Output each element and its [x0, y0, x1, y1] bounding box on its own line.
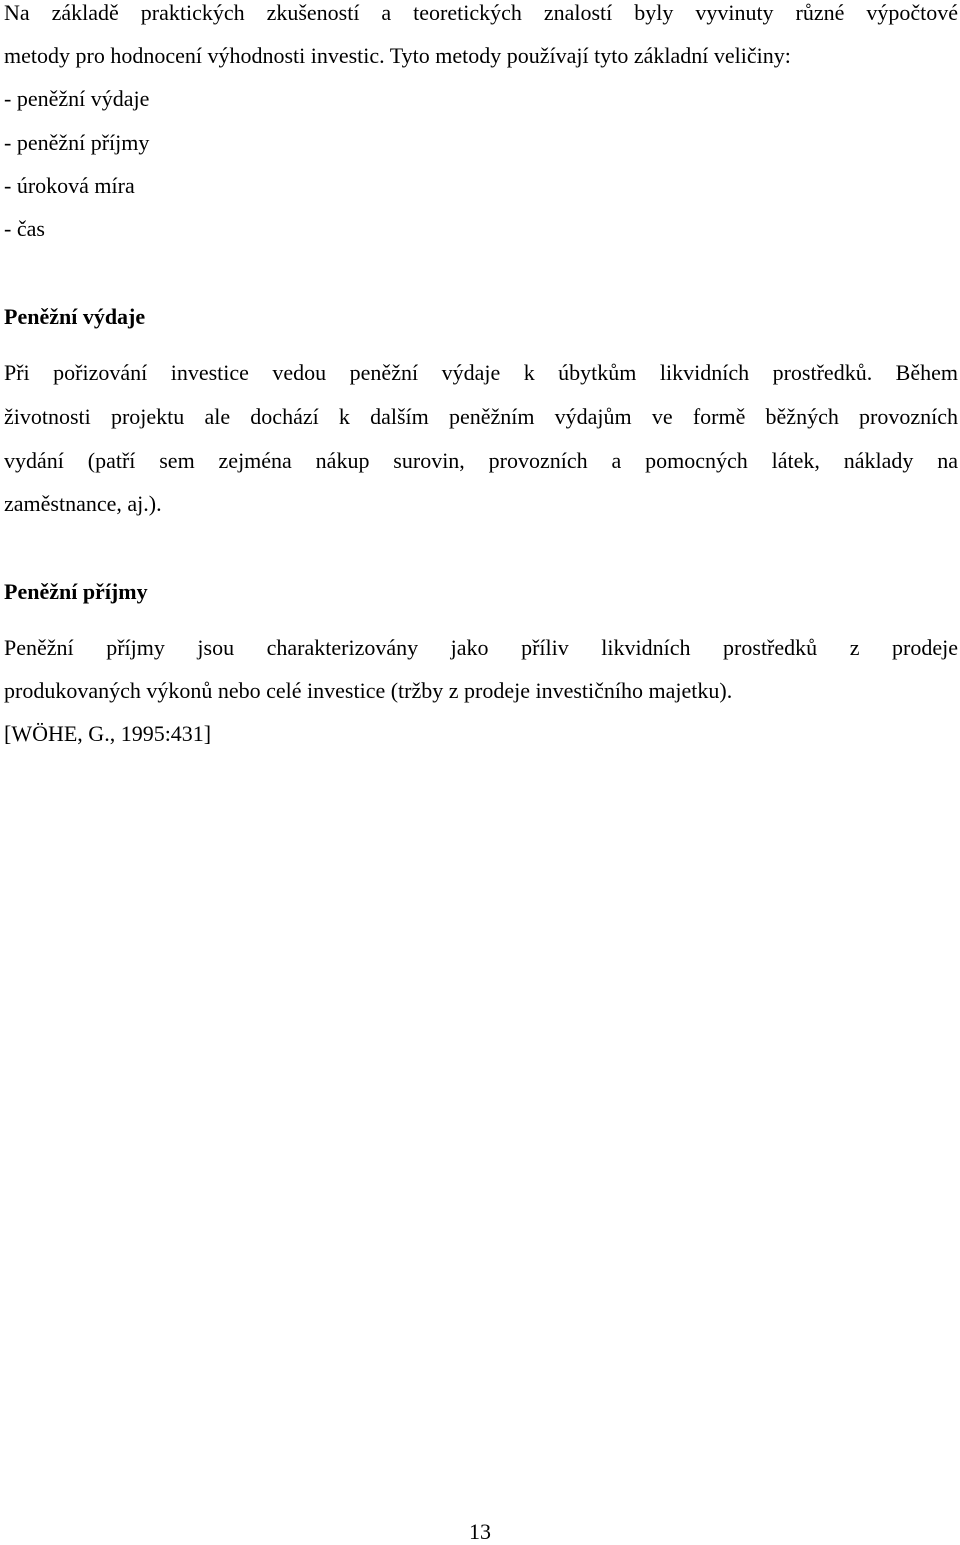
- quantity-list-item: - čas: [4, 216, 45, 241]
- expenses-paragraph-line: Při pořizování investice vedou peněžní výdaje k úbytkům likvidních prostředků. Během: [4, 360, 958, 385]
- income-paragraph-line: Peněžní příjmy jsou charakterizovány jako příliv likvidních prostředků z prodeje: [4, 635, 958, 660]
- intro-line-2: metody pro hodnocení výhodnosti investic. Tyto metody používají tyto základní veličiny:: [4, 43, 791, 68]
- expenses-paragraph-line: vydání (patří sem zejména nákup surovin, provozních a pomocných látek, náklady na: [4, 448, 958, 473]
- citation: [WÖHE, G., 1995:431]: [4, 721, 212, 746]
- section-heading-income: Peněžní příjmy: [4, 579, 148, 604]
- page-number: 13: [469, 1519, 491, 1544]
- quantity-list-item: - peněžní výdaje: [4, 86, 150, 111]
- intro-line-1: Na základě praktických zkušeností a teoretických znalostí byly vyvinuty různé výpočtové: [4, 0, 958, 25]
- expenses-paragraph-line: zaměstnance, aj.).: [4, 491, 162, 516]
- quantity-list-item: - peněžní příjmy: [4, 130, 150, 155]
- income-paragraph-line: produkovaných výkonů nebo celé investice (tržby z prodeje investičního majetku).: [4, 678, 733, 703]
- section-heading-expenses: Peněžní výdaje: [4, 304, 146, 329]
- expenses-paragraph-line: životnosti projektu ale dochází k dalším peněžním výdajům ve formě běžných provozních: [4, 404, 958, 429]
- quantity-list-item: - úroková míra: [4, 173, 135, 198]
